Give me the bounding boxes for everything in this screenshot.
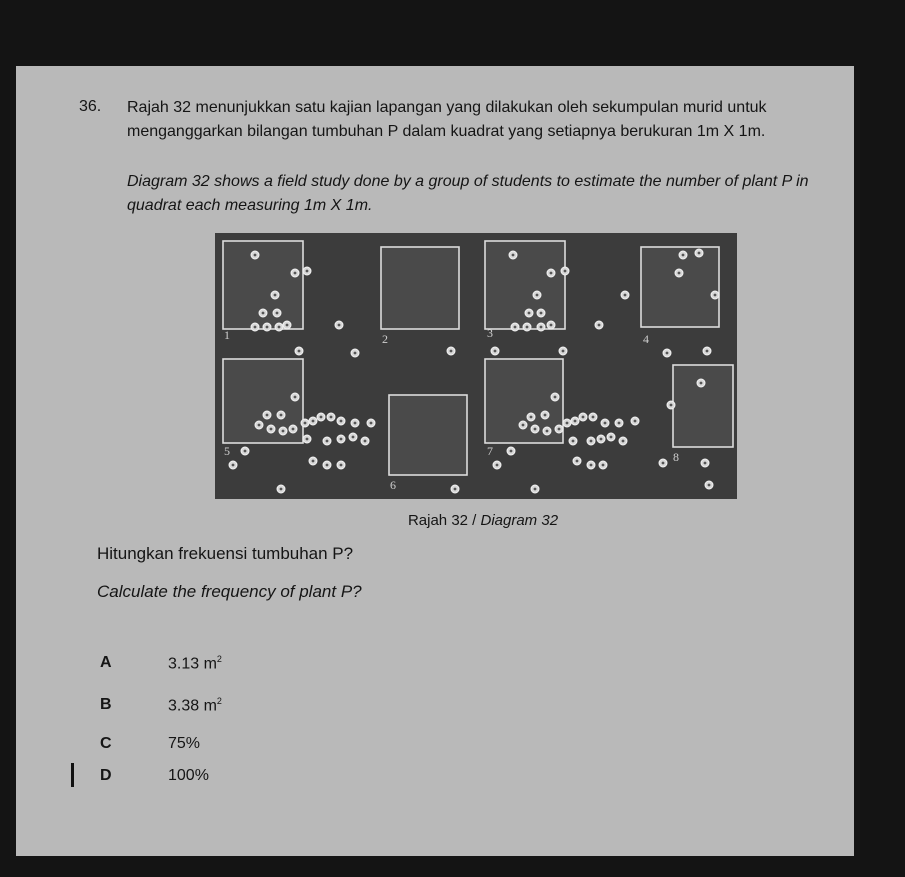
plant-p-center — [514, 326, 517, 329]
plant-p-center — [622, 440, 625, 443]
quadrat-diagram — [215, 233, 737, 499]
question-text-malay: Rajah 32 menunjukkan satu kajian lapangan yang dilakukan oleh sekumpulan murid untuk menganggarkan bilangan tumbuhan P dalam kuadrat yang setiapnya berukuran 1m X 1m. — [127, 99, 767, 140]
quadrat-8 — [673, 365, 733, 447]
plant-p-center — [454, 488, 457, 491]
plant-p-center — [340, 464, 343, 467]
plant-p-center — [634, 420, 637, 423]
option-value: 3.13 $m^2$ — [168, 654, 222, 673]
plant-p-center — [526, 326, 529, 329]
plant-p-center — [678, 272, 681, 275]
plant-p-center — [566, 422, 569, 425]
plant-p-center — [258, 424, 261, 427]
plant-p-center — [512, 254, 515, 257]
plant-p-center — [604, 422, 607, 425]
plant-p-center — [494, 350, 497, 353]
option-letter: A — [100, 654, 112, 671]
quadrat-label: 7 — [487, 444, 493, 458]
selection-marker — [71, 763, 74, 787]
plant-p-center — [496, 464, 499, 467]
quadrat-label: 8 — [673, 450, 679, 464]
question-text-english: Diagram 32 shows a field study done by a group of students to estimate the number of plant P in quadrat each measuring 1m X 1m. — [127, 173, 809, 214]
plant-p-center — [530, 416, 533, 419]
plant-p-center — [254, 326, 257, 329]
plant-p-center — [338, 324, 341, 327]
plant-p-center — [340, 438, 343, 441]
plant-p-center — [670, 404, 673, 407]
plant-p-center — [312, 460, 315, 463]
quadrat-3 — [485, 241, 565, 329]
plant-p-center — [540, 312, 543, 315]
plant-p-center — [698, 252, 701, 255]
plant-p-center — [554, 396, 557, 399]
plant-p-center — [534, 488, 537, 491]
plant-p-center — [364, 440, 367, 443]
caption-english: Diagram 32 — [480, 512, 559, 529]
quadrat-label: 1 — [224, 328, 230, 342]
plant-p-center — [244, 450, 247, 453]
plant-p-center — [682, 254, 685, 257]
plant-p-center — [450, 350, 453, 353]
plant-p-center — [298, 350, 301, 353]
plant-p-center — [326, 464, 329, 467]
option-value: 3.38 $m^2$ — [168, 696, 222, 715]
plant-p-center — [546, 430, 549, 433]
plant-p-center — [278, 326, 281, 329]
plant-p-center — [232, 464, 235, 467]
plant-p-center — [294, 272, 297, 275]
plant-p-center — [600, 438, 603, 441]
option-letter: B — [100, 696, 112, 713]
plant-p-center — [352, 436, 355, 439]
option-letter: C — [100, 735, 112, 752]
plant-p-center — [706, 350, 709, 353]
quadrat-label: 2 — [382, 332, 388, 346]
plant-p-center — [534, 428, 537, 431]
plant-p-center — [254, 254, 257, 257]
plant-p-center — [602, 464, 605, 467]
plant-p-center — [286, 324, 289, 327]
plant-p-center — [370, 422, 373, 425]
plant-p-center — [340, 420, 343, 423]
plant-p-center — [562, 350, 565, 353]
plant-p-center — [306, 438, 309, 441]
plant-p-center — [330, 416, 333, 419]
plant-p-center — [550, 272, 553, 275]
plant-p-center — [312, 420, 315, 423]
option-value: 75% — [168, 735, 201, 752]
plant-p-center — [280, 488, 283, 491]
option-value: 100% — [168, 767, 209, 784]
plant-p-center — [266, 414, 269, 417]
plant-p-center — [320, 416, 323, 419]
quadrat-label: 4 — [643, 332, 649, 346]
plant-p-center — [572, 440, 575, 443]
plant-p-center — [666, 352, 669, 355]
caption-malay: Rajah 32 / — [407, 512, 481, 529]
plant-p-center — [540, 326, 543, 329]
plant-p-center — [304, 422, 307, 425]
question-sheet — [16, 66, 854, 856]
plant-p-center — [550, 324, 553, 327]
quadrat-4 — [641, 247, 719, 327]
plant-p-center — [262, 312, 265, 315]
plant-p-center — [624, 294, 627, 297]
plant-p-center — [574, 420, 577, 423]
plant-p-center — [558, 428, 561, 431]
plant-p-center — [592, 416, 595, 419]
plant-p-center — [274, 294, 277, 297]
quadrat-2 — [381, 247, 459, 329]
plant-p-center — [610, 436, 613, 439]
plant-p-center — [598, 324, 601, 327]
prompt-malay: Hitungkan frekuensi tumbuhan P? — [97, 544, 354, 563]
plant-p-center — [266, 326, 269, 329]
plant-p-center — [708, 484, 711, 487]
plant-p-center — [528, 312, 531, 315]
plant-p-center — [714, 294, 717, 297]
plant-p-center — [276, 312, 279, 315]
plant-p-center — [618, 422, 621, 425]
plant-p-center — [582, 416, 585, 419]
plant-p-center — [280, 414, 283, 417]
quadrat-label: 5 — [224, 444, 230, 458]
plant-p-center — [282, 430, 285, 433]
option-letter: D — [100, 767, 112, 784]
plant-p-center — [590, 464, 593, 467]
plant-p-center — [590, 440, 593, 443]
plant-p-center — [292, 428, 295, 431]
plant-p-center — [270, 428, 273, 431]
plant-p-center — [662, 462, 665, 465]
plant-p-center — [306, 270, 309, 273]
plant-p-center — [326, 440, 329, 443]
plant-p-center — [294, 396, 297, 399]
plant-p-center — [510, 450, 513, 453]
quadrat-label: 6 — [390, 478, 396, 492]
prompt-english: Calculate the frequency of plant P? — [97, 582, 362, 601]
plant-p-center — [354, 352, 357, 355]
plant-p-center — [354, 422, 357, 425]
plant-p-center — [522, 424, 525, 427]
quadrat-6 — [389, 395, 467, 475]
plant-p-center — [576, 460, 579, 463]
quadrat-label: 3 — [487, 326, 493, 340]
plant-p-center — [564, 270, 567, 273]
plant-p-center — [704, 462, 707, 465]
plant-p-center — [700, 382, 703, 385]
diagram-caption — [16, 512, 854, 529]
plant-p-center — [536, 294, 539, 297]
plant-p-center — [544, 414, 547, 417]
question-number: 36. — [79, 98, 102, 115]
